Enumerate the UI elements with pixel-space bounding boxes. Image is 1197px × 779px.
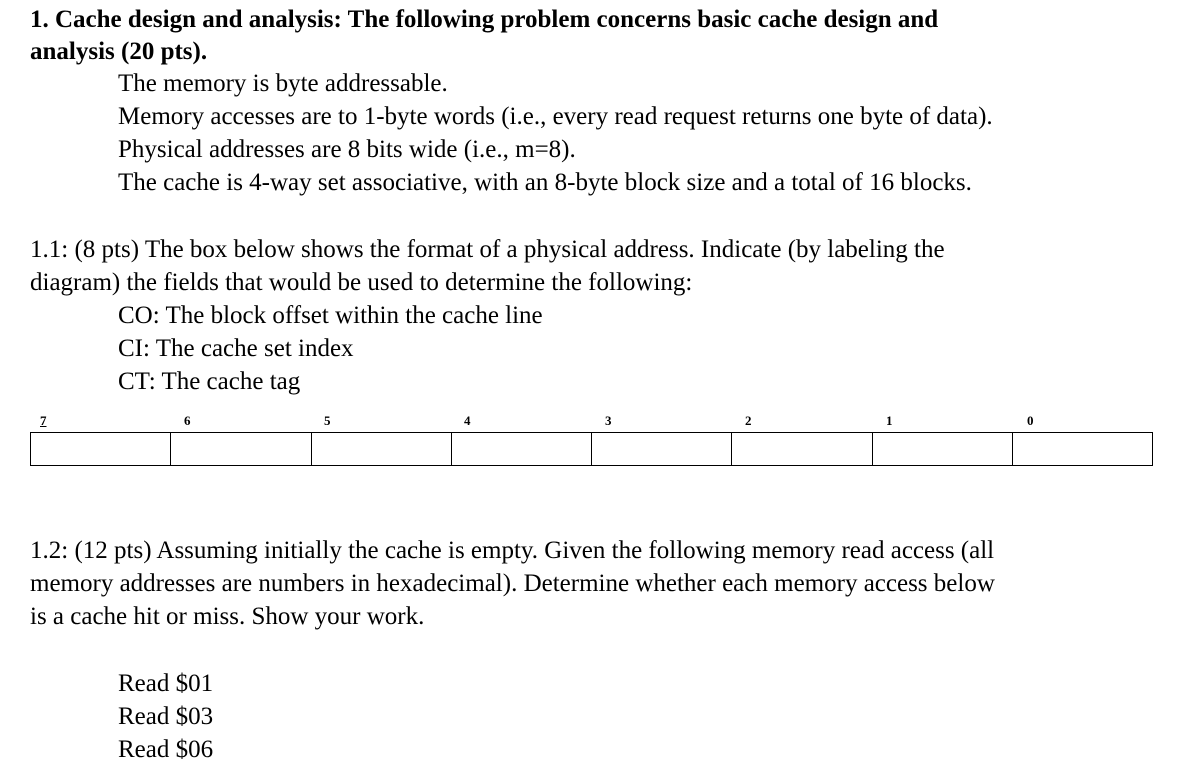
address-format-box	[30, 432, 1153, 466]
bit-label-5: 5	[324, 413, 331, 428]
address-bit-cell-5[interactable]	[312, 433, 452, 465]
field-ci: CI: The cache set index	[118, 335, 354, 362]
bit-label-6: 6	[184, 413, 191, 428]
part2-prompt-line-1: 1.2: (12 pts) Assuming initially the cache is empty. Given the following memory read access (all	[30, 537, 995, 564]
part2-prompt-line-3: is a cache hit or miss. Show your work.	[30, 603, 425, 630]
field-co: CO: The block offset within the cache line	[118, 302, 543, 329]
bit-label-4: 4	[464, 413, 471, 428]
problem-title-line-1: 1. Cache design and analysis: The following problem concerns basic cache design and	[30, 6, 939, 33]
read-access-3: Read $06	[118, 736, 214, 763]
assumption-cache-config: The cache is 4-way set associative, with an 8-byte block size and a total of 16 blocks.	[118, 169, 972, 196]
address-bit-cell-3[interactable]	[592, 433, 732, 465]
bit-label-7: 7	[40, 413, 47, 428]
problem-title-line-2: analysis (20 pts).	[30, 38, 208, 65]
assumption-byte-addressable: The memory is byte addressable.	[118, 70, 448, 97]
read-access-2: Read $03	[118, 703, 214, 730]
field-ct: CT: The cache tag	[118, 368, 301, 395]
assumption-address-width: Physical addresses are 8 bits wide (i.e., m=8).	[118, 136, 576, 163]
address-bit-cell-4[interactable]	[452, 433, 592, 465]
bit-label-0: 0	[1027, 413, 1034, 428]
part2-prompt-line-2: memory addresses are numbers in hexadecimal). Determine whether each memory access below	[30, 570, 995, 597]
address-bit-cell-2[interactable]	[732, 433, 872, 465]
address-bit-cell-6[interactable]	[171, 433, 311, 465]
part1-prompt-line-2: diagram) the fields that would be used to determine the following:	[30, 269, 693, 296]
bit-label-2: 2	[745, 413, 752, 428]
address-bit-cell-1[interactable]	[873, 433, 1013, 465]
bit-label-1: 1	[886, 413, 893, 428]
read-access-1: Read $01	[118, 670, 214, 697]
address-bit-cell-0[interactable]	[1013, 433, 1152, 465]
assumption-word-size: Memory accesses are to 1-byte words (i.e., every read request returns one byte of data).	[118, 103, 993, 130]
bit-label-3: 3	[605, 413, 612, 428]
address-bit-cell-7[interactable]	[31, 433, 171, 465]
part1-prompt-line-1: 1.1: (8 pts) The box below shows the format of a physical address. Indicate (by labeling the	[30, 236, 945, 263]
